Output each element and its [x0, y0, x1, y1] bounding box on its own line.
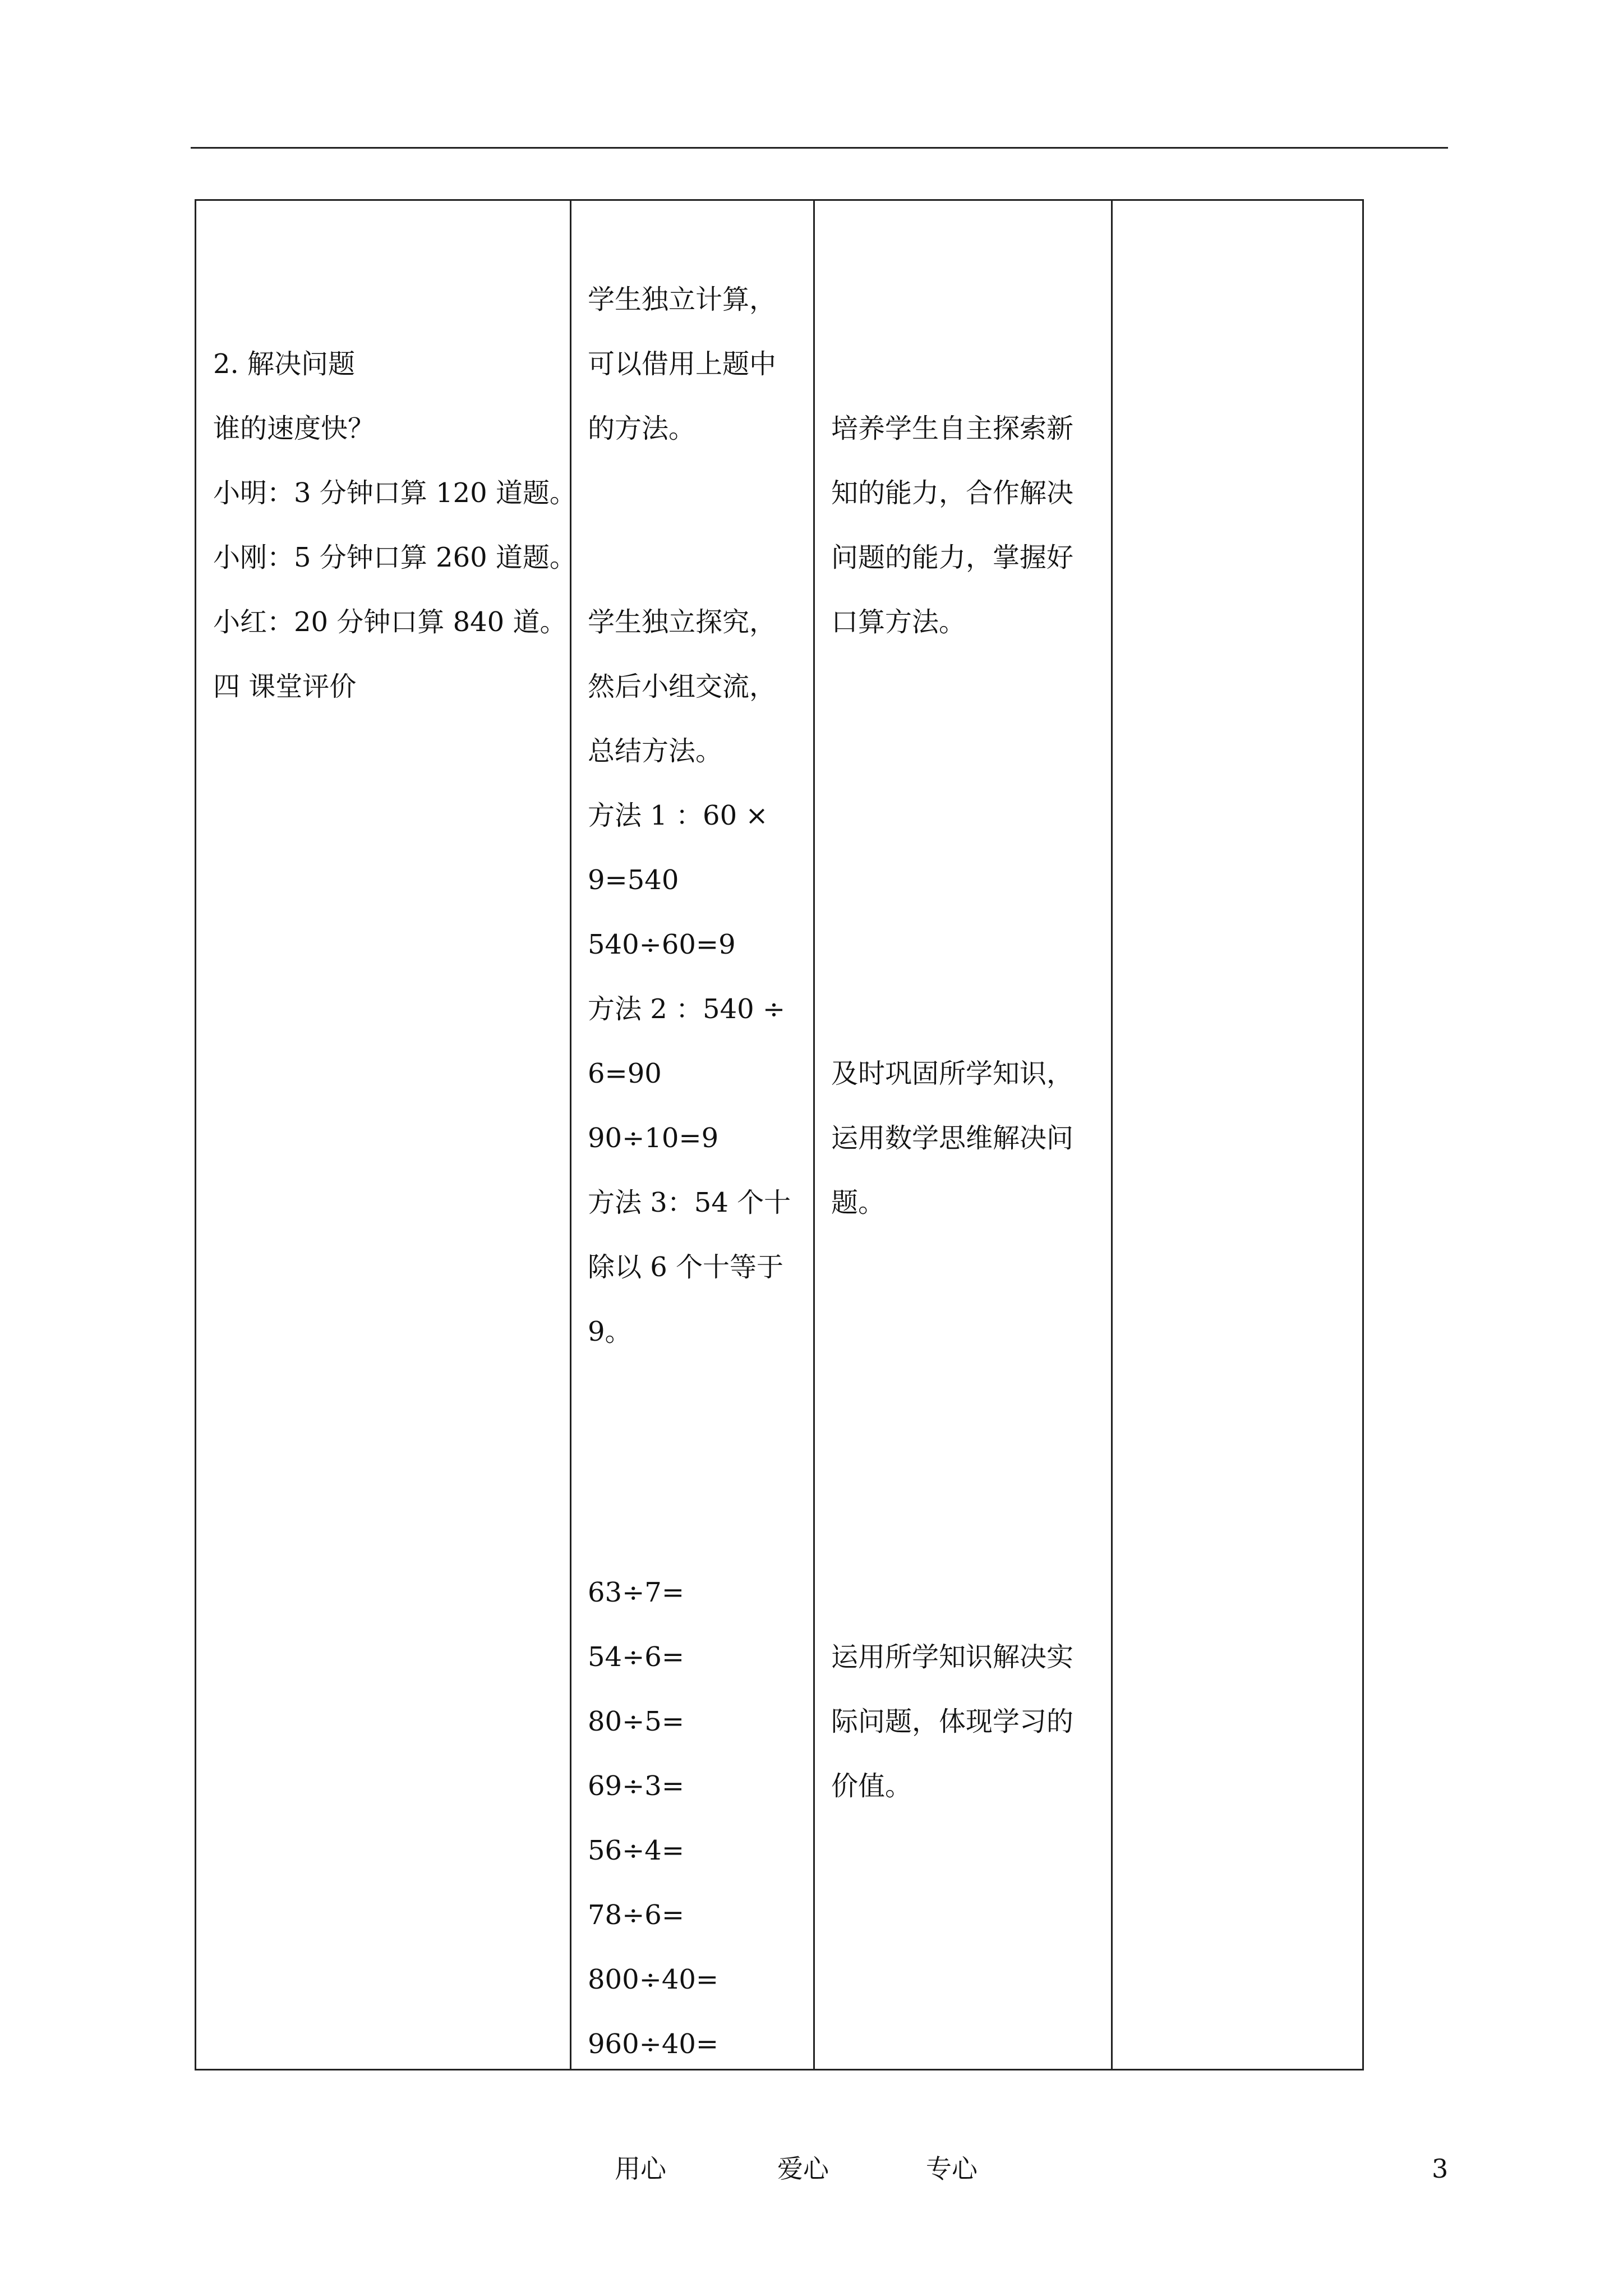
- section-four-title: 四 课堂评价: [213, 671, 357, 702]
- method-2-line: 6=90: [588, 1058, 662, 1089]
- activity-line: 学生独立探究，: [588, 606, 777, 638]
- header-rule: [191, 147, 1448, 149]
- footer-word: 专心: [926, 2154, 978, 2184]
- method-3-line: 除以 6 个十等于: [588, 1251, 784, 1283]
- intent-line: 价值。: [831, 1770, 912, 1802]
- activity-line: 可以借用上题中: [588, 348, 777, 380]
- intent-line: 际问题，体现学习的: [831, 1706, 1074, 1737]
- method-3-line: 9。: [588, 1316, 632, 1347]
- method-3-line: 方法 3：54 个十: [588, 1187, 791, 1218]
- intent-line: 口算方法。: [831, 606, 966, 638]
- exercise-item: 69÷3=: [588, 1770, 685, 1802]
- intent-line: 问题的能力，掌握好: [831, 542, 1074, 573]
- student-xiaogang: 小刚：5 分钟口算 260 道题。: [213, 542, 577, 573]
- exercise-item: 960÷40=: [588, 2028, 719, 2060]
- method-1-line: 方法 1 ：60 ×: [588, 800, 768, 831]
- intent-line: 运用所学知识解决实: [831, 1641, 1074, 1673]
- student-xiaohong: 小红：20 分钟口算 840 道。: [213, 606, 567, 638]
- question-text: 谁的速度快？: [213, 413, 375, 444]
- exercise-item: 56÷4=: [588, 1835, 685, 1866]
- method-1-line: 9=540: [588, 864, 679, 896]
- footer-word: 用心: [615, 2154, 666, 2184]
- footer-word: 爱心: [777, 2154, 829, 2184]
- intent-line: 运用数学思维解决问: [831, 1122, 1074, 1154]
- activity-line: 的方法。: [588, 413, 696, 444]
- activity-line: 学生独立计算，: [588, 284, 777, 315]
- section-title: 2. 解决问题: [213, 348, 356, 380]
- exercise-item: 80÷5=: [588, 1706, 685, 1737]
- exercise-item: 78÷6=: [588, 1899, 685, 1931]
- activity-line: 然后小组交流，: [588, 671, 777, 702]
- exercise-item: 800÷40=: [588, 1964, 719, 1995]
- exercise-item: 54÷6=: [588, 1641, 685, 1673]
- lesson-plan-table: [195, 199, 1364, 2070]
- activity-line: 总结方法。: [588, 735, 723, 767]
- exercise-item: 63÷7=: [588, 1577, 685, 1608]
- intent-line: 题。: [831, 1187, 886, 1218]
- notes-column: [1111, 201, 1362, 2069]
- intent-line: 知的能力，合作解决: [831, 477, 1074, 509]
- intent-line: 培养学生自主探索新: [831, 413, 1074, 444]
- student-xiaoming: 小明：3 分钟口算 120 道题。: [213, 477, 577, 509]
- method-1-line: 540÷60=9: [588, 929, 736, 960]
- student-activity-column: [570, 201, 813, 2069]
- intent-line: 及时巩固所学知识，: [831, 1058, 1074, 1089]
- page-number: 3: [1432, 2154, 1449, 2184]
- method-2-line: 90÷10=9: [588, 1122, 719, 1154]
- design-intent-column: [813, 201, 1111, 2069]
- teaching-content-column: [196, 201, 577, 2069]
- method-2-line: 方法 2 ：540 ÷: [588, 993, 786, 1025]
